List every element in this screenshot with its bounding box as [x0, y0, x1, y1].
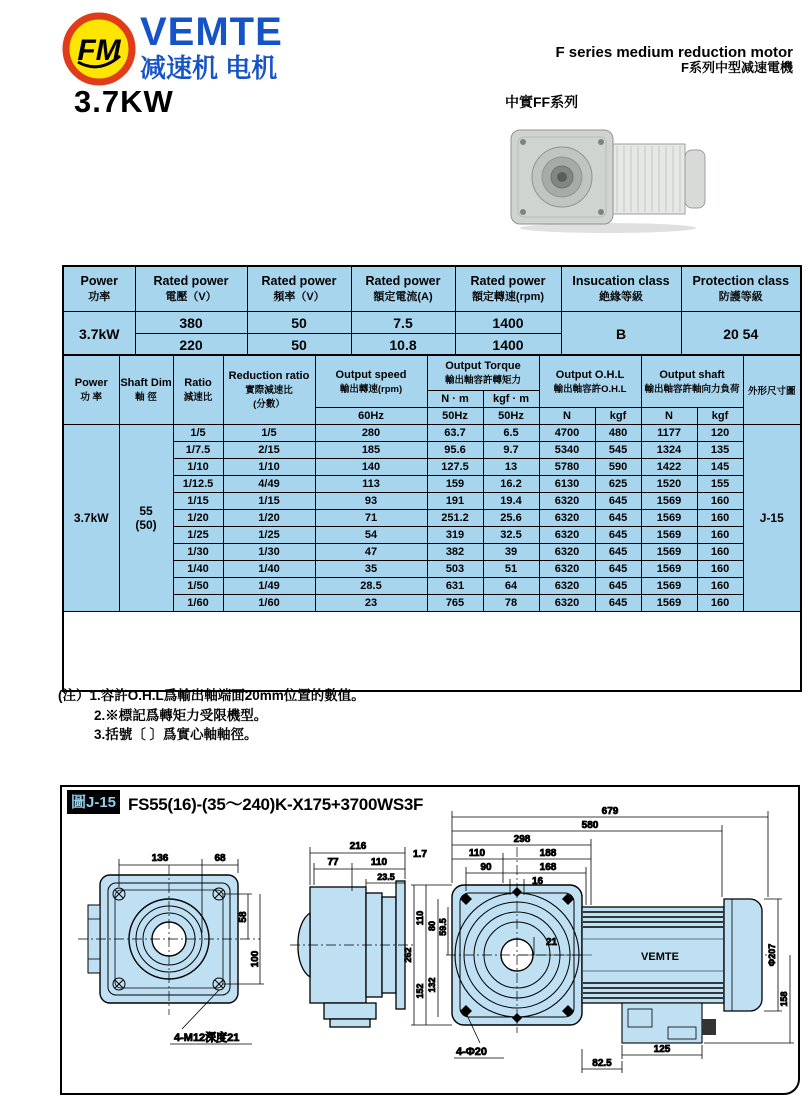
table2-cell: 19.4 — [483, 493, 539, 510]
header-cn: 輸出軸容許轉矩力 — [445, 375, 522, 386]
fan-cover — [724, 899, 762, 1011]
table2-cell: 23 — [315, 595, 427, 612]
table2-cell: 93 — [315, 493, 427, 510]
table2-cell: 6320 — [539, 561, 595, 578]
assembly-motor — [582, 899, 762, 1043]
dim-asm-v110: 110 — [415, 910, 425, 926]
header-cell — [247, 266, 351, 312]
dim-asm-679: 679 — [601, 806, 619, 817]
table2-cell: 1/7.5 — [173, 442, 223, 459]
note-line-3: 3.括號〔 〕爲實心軸軸徑。 — [94, 727, 258, 743]
header-en: Reduction ratio — [228, 370, 310, 382]
table2-cell: 160 — [697, 510, 743, 527]
table2-row — [63, 527, 801, 544]
table2-cell: 1177 — [641, 425, 697, 442]
bolt-holes-label: 4-Φ20 — [456, 1046, 488, 1058]
insulation-cell: B — [561, 312, 681, 357]
table2-cell: 47 — [315, 544, 427, 561]
table2-cell: 382 — [427, 544, 483, 561]
table2-cell: 127.5 — [427, 459, 483, 476]
table2-cell: 6320 — [539, 493, 595, 510]
table2-cell: 590 — [595, 459, 641, 476]
header-en: Shaft Dim — [120, 377, 172, 389]
table2-cell: 39 — [483, 544, 539, 561]
hz-cell: 60Hz — [315, 408, 427, 425]
table2-cell: J-15 — [743, 425, 801, 612]
header-en: Insucation class — [572, 274, 670, 288]
table2-cell: 1/20 — [173, 510, 223, 527]
header-en: Power — [74, 377, 108, 389]
table2-cell: 1/60 — [223, 595, 315, 612]
dim-asm-90: 90 — [480, 862, 492, 873]
table2-cell: 1520 — [641, 476, 697, 493]
table2-cell: 160 — [697, 493, 743, 510]
table2-cell: 63.7 — [427, 425, 483, 442]
table2-row — [63, 544, 801, 561]
dim-side-235: 23.5 — [377, 872, 395, 882]
table2-cell: 1/10 — [223, 459, 315, 476]
header-cell — [135, 266, 247, 312]
table2-cell: 1422 — [641, 459, 697, 476]
unit-cell: N — [641, 408, 697, 425]
dimension-drawing-svg — [62, 787, 798, 1093]
header-cn: 絶緣等級 — [599, 291, 643, 303]
vemte-logo-icon — [62, 12, 136, 86]
table2-cell: 1/20 — [223, 510, 315, 527]
empty-cell — [63, 612, 801, 692]
table2-cell: 71 — [315, 510, 427, 527]
header-cell — [641, 355, 743, 408]
dim-asm-16: 16 — [532, 876, 544, 887]
table1-header-row — [63, 266, 801, 312]
header-cn: 額定電流(A) — [373, 291, 433, 303]
table2-row — [63, 459, 801, 476]
logo-mark-text: FM — [77, 34, 121, 67]
table2-cell: 54 — [315, 527, 427, 544]
header-cell — [223, 355, 315, 425]
header-en: Rated power — [365, 274, 441, 288]
bolt — [598, 209, 604, 215]
dim-front-width: 136 — [151, 853, 169, 864]
table2-cell: 645 — [595, 544, 641, 561]
table2-cell: 1569 — [641, 544, 697, 561]
table2-cell: 155 — [697, 476, 743, 493]
performance-table — [62, 354, 802, 692]
dim-front-v1: 58 — [238, 911, 249, 923]
table2-cell: 765 — [427, 595, 483, 612]
dimension-drawing-box — [60, 785, 800, 1095]
unit-cell: N — [539, 408, 595, 425]
dim-asm-110: 110 — [468, 848, 486, 859]
table2-row — [63, 510, 801, 527]
header-en: Power — [80, 274, 118, 288]
table2-cell: 78 — [483, 595, 539, 612]
table2-cell: 51 — [483, 561, 539, 578]
dim-asm-595: 59.5 — [438, 918, 448, 936]
header-cn: 輸出軸容許軸向力負荷 — [644, 383, 740, 395]
note-line-2: 2.※標記爲轉矩力受限機型。 — [94, 707, 268, 723]
brand-name-cn: 减速机 电机 — [140, 53, 278, 83]
header-cn: 功 率 — [80, 392, 103, 403]
table2-cell: 1/30 — [173, 544, 223, 561]
header-cell — [351, 266, 455, 312]
cable-gland — [702, 1019, 716, 1035]
dim-side-77: 77 — [327, 857, 339, 868]
table2-cell: 251.2 — [427, 510, 483, 527]
table2-cell: 4700 — [539, 425, 595, 442]
table2-cell: 545 — [595, 442, 641, 459]
motor-rating-table — [62, 265, 802, 357]
header-en: Rated power — [261, 274, 337, 288]
dim-asm-168: 168 — [539, 862, 557, 873]
power-cell: 3.7kW — [63, 312, 135, 357]
table2-cell: 2/15 — [223, 442, 315, 459]
table1-row — [63, 312, 801, 334]
motor-photo-svg — [503, 118, 721, 236]
page-title: 3.7KW — [74, 84, 174, 119]
note-line-1: (注）1.容許O.H.L爲輸出軸端面20mm位置的數值。 — [58, 688, 365, 703]
series-title-cn: F系列中型减速電機 — [681, 60, 793, 76]
bolt — [520, 209, 526, 215]
assembly-left-dims — [403, 885, 452, 1025]
protection-cell: 20 54 — [681, 312, 801, 357]
table2-cell: 191 — [427, 493, 483, 510]
table2-cell: 1/15 — [223, 493, 315, 510]
table2-cell: 6320 — [539, 510, 595, 527]
unit-cell: kgf — [697, 408, 743, 425]
dim-asm-207: Φ207 — [767, 943, 777, 967]
table2-cell: 6.5 — [483, 425, 539, 442]
table2-cell: 319 — [427, 527, 483, 544]
table2-cell: 1/60 — [173, 595, 223, 612]
table2-cell: 55 (50) — [119, 425, 173, 612]
table2-cell: 3.7kW — [63, 425, 119, 612]
header-en: Output O.H.L — [555, 368, 625, 381]
dim-asm-125: 125 — [653, 1044, 671, 1055]
dim-asm-132: 132 — [427, 977, 437, 993]
header-en: Protection class — [692, 274, 790, 288]
header-cell — [561, 266, 681, 312]
dim-asm-188: 188 — [539, 848, 557, 859]
table2-cell: 140 — [315, 459, 427, 476]
table2-cell: 5340 — [539, 442, 595, 459]
table2-cell: 160 — [697, 595, 743, 612]
dim-side-17: 1.7 — [413, 849, 427, 860]
cell-freq-1: 50 — [247, 312, 351, 334]
header-cell — [681, 266, 801, 312]
table2-cell: 28.5 — [315, 578, 427, 595]
header-cn: 實際減速比 — [245, 385, 293, 396]
table2-cell: 645 — [595, 595, 641, 612]
motor-brand-text: VEMTE — [641, 951, 679, 963]
table2-cell: 1/5 — [223, 425, 315, 442]
table2-cell: 6320 — [539, 544, 595, 561]
header-cell — [427, 355, 539, 391]
table2-cell: 480 — [595, 425, 641, 442]
table2-cell: 6320 — [539, 595, 595, 612]
table2-cell: 159 — [427, 476, 483, 493]
table2-cell: 1/40 — [173, 561, 223, 578]
table2-cell: 631 — [427, 578, 483, 595]
bolt — [520, 139, 526, 145]
table2-cell: 95.6 — [427, 442, 483, 459]
motor-body — [611, 144, 685, 214]
table2-row — [63, 561, 801, 578]
dim-asm-262: 262 — [403, 947, 413, 963]
cell-freq-2: 50 — [247, 334, 351, 357]
header-cell — [455, 266, 561, 312]
table2-cell: 1/30 — [223, 544, 315, 561]
table2-cell: 1569 — [641, 527, 697, 544]
table2-cell: 1569 — [641, 493, 697, 510]
table2-empty-row — [63, 612, 801, 692]
dim-side-216: 216 — [349, 841, 367, 852]
table2-cell: 9.7 — [483, 442, 539, 459]
table2-cell: 160 — [697, 578, 743, 595]
dim-asm-152: 152 — [415, 983, 425, 999]
tap-hole-label: 4-M12深度21 — [174, 1032, 240, 1044]
table2-row — [63, 578, 801, 595]
logo-svg — [62, 12, 136, 86]
table2-cell: 1569 — [641, 595, 697, 612]
table2-cell: 145 — [697, 459, 743, 476]
table2-cell: 6320 — [539, 578, 595, 595]
table2-cell: 6320 — [539, 527, 595, 544]
hz-cell: 50Hz — [483, 408, 539, 425]
header-en: Output speed — [335, 368, 407, 381]
fan-cover — [685, 150, 705, 208]
table2-cell: 120 — [697, 425, 743, 442]
table2-cell: 1569 — [641, 510, 697, 527]
table2-row — [63, 595, 801, 612]
table2-cell: 503 — [427, 561, 483, 578]
header-en: Output Torque — [445, 360, 521, 372]
table2-cell: 113 — [315, 476, 427, 493]
model-series-label: 中實FF系列 — [505, 94, 579, 110]
table2-cell: 645 — [595, 493, 641, 510]
table2-cell: 160 — [697, 527, 743, 544]
table2-cell: 280 — [315, 425, 427, 442]
table2-cell: 1569 — [641, 561, 697, 578]
table2-cell: 4/49 — [223, 476, 315, 493]
header-cell — [315, 355, 427, 408]
header-cn: 頻率（V） — [273, 291, 325, 303]
table2-cell: 32.5 — [483, 527, 539, 544]
table2-cell: 1/10 — [173, 459, 223, 476]
dim-asm-21: 21 — [546, 937, 558, 948]
header-cell — [63, 266, 135, 312]
shaft-bore — [557, 172, 567, 182]
table2-body — [63, 425, 801, 612]
header-cn: 功率 — [88, 291, 111, 303]
table2-cell: 645 — [595, 578, 641, 595]
header-cn: 外形尺寸圖 — [748, 386, 796, 397]
hz-cell: 50Hz — [427, 408, 483, 425]
table2-cell: 13 — [483, 459, 539, 476]
header-cn: 軸 徑 — [135, 392, 157, 403]
table2-cell: 645 — [595, 527, 641, 544]
header-cn: 額定轉速(rpm) — [471, 291, 545, 303]
figure-model-title: FS55(16)-(35～240)K-X175+3700WS3F — [128, 795, 424, 814]
header-en: Ratio — [184, 377, 212, 389]
dim-front-offset: 68 — [214, 853, 226, 864]
cell-current-1: 7.5 — [351, 312, 455, 334]
header-cn: 減速比 — [183, 392, 213, 403]
table2-cell: 16.2 — [483, 476, 539, 493]
brand-name: VEMTE — [140, 10, 283, 54]
dim-asm-580: 580 — [581, 820, 599, 831]
table2-row — [63, 425, 801, 442]
table2-cell: 1/40 — [223, 561, 315, 578]
header-cn: 輸出轉速(rpm) — [339, 383, 403, 395]
table2-cell: 35 — [315, 561, 427, 578]
side-view-dims — [310, 841, 427, 891]
cell-voltage-1: 380 — [135, 312, 247, 334]
product-photo — [503, 118, 721, 236]
unit-cell: kgf · m — [483, 391, 539, 408]
table2-cell: 625 — [595, 476, 641, 493]
figure-number-badge: 圖J-15 — [67, 790, 120, 814]
table2-cell: 6130 — [539, 476, 595, 493]
header-cn: 電壓（V） — [165, 291, 217, 303]
cell-speed-2: 1400 — [455, 334, 561, 357]
cell-speed-1: 1400 — [455, 312, 561, 334]
table2-cell: 1/25 — [223, 527, 315, 544]
header-cell — [539, 355, 641, 408]
table2-cell: 160 — [697, 561, 743, 578]
table2-row — [63, 442, 801, 459]
table2-row — [63, 476, 801, 493]
dim-side-110: 110 — [370, 857, 388, 868]
table2-cell: 645 — [595, 510, 641, 527]
bolt — [598, 139, 604, 145]
table2-cell: 1/12.5 — [173, 476, 223, 493]
table2-cell: 185 — [315, 442, 427, 459]
table2-cell: 5780 — [539, 459, 595, 476]
table2-row — [63, 493, 801, 510]
table2-cell: 1/49 — [223, 578, 315, 595]
cell-voltage-2: 220 — [135, 334, 247, 357]
notes-block — [58, 686, 365, 745]
header-cn: 防護等級 — [718, 291, 763, 303]
dim-asm-298: 298 — [513, 834, 531, 845]
dim-asm-80: 80 — [427, 920, 437, 932]
header-en: Output shaft — [659, 368, 725, 381]
dim-asm-825: 82.5 — [592, 1058, 612, 1069]
table2-cell: 1/50 — [173, 578, 223, 595]
table2-cell: 1569 — [641, 578, 697, 595]
header-en: Rated power — [470, 274, 546, 288]
header-cell — [119, 355, 173, 425]
header-cell — [63, 355, 119, 425]
dim-asm-158: 158 — [779, 991, 789, 1007]
table2-cell: 1/25 — [173, 527, 223, 544]
table2-cell: 135 — [697, 442, 743, 459]
series-title-en: F series medium reduction motor — [555, 44, 793, 61]
header-cn: (分數） — [253, 399, 285, 410]
table2-cell: 1/15 — [173, 493, 223, 510]
header-cell — [743, 355, 801, 425]
unit-cell: N · m — [427, 391, 483, 408]
table2-cell: 1324 — [641, 442, 697, 459]
side-view — [298, 881, 405, 1027]
table2-header-row1 — [63, 355, 801, 391]
table2-cell: 64 — [483, 578, 539, 595]
header-cn: 輸出軸容許O.H.L — [553, 383, 627, 395]
table2-cell: 25.6 — [483, 510, 539, 527]
dim-front-v2: 100 — [250, 950, 261, 968]
unit-cell: kgf — [595, 408, 641, 425]
table2-cell: 645 — [595, 561, 641, 578]
header-cell — [173, 355, 223, 425]
table2-cell: 160 — [697, 544, 743, 561]
cell-current-2: 10.8 — [351, 334, 455, 357]
table2-cell: 1/5 — [173, 425, 223, 442]
header-en: Rated power — [153, 274, 229, 288]
series-block — [555, 44, 793, 76]
brand-block — [140, 12, 283, 81]
